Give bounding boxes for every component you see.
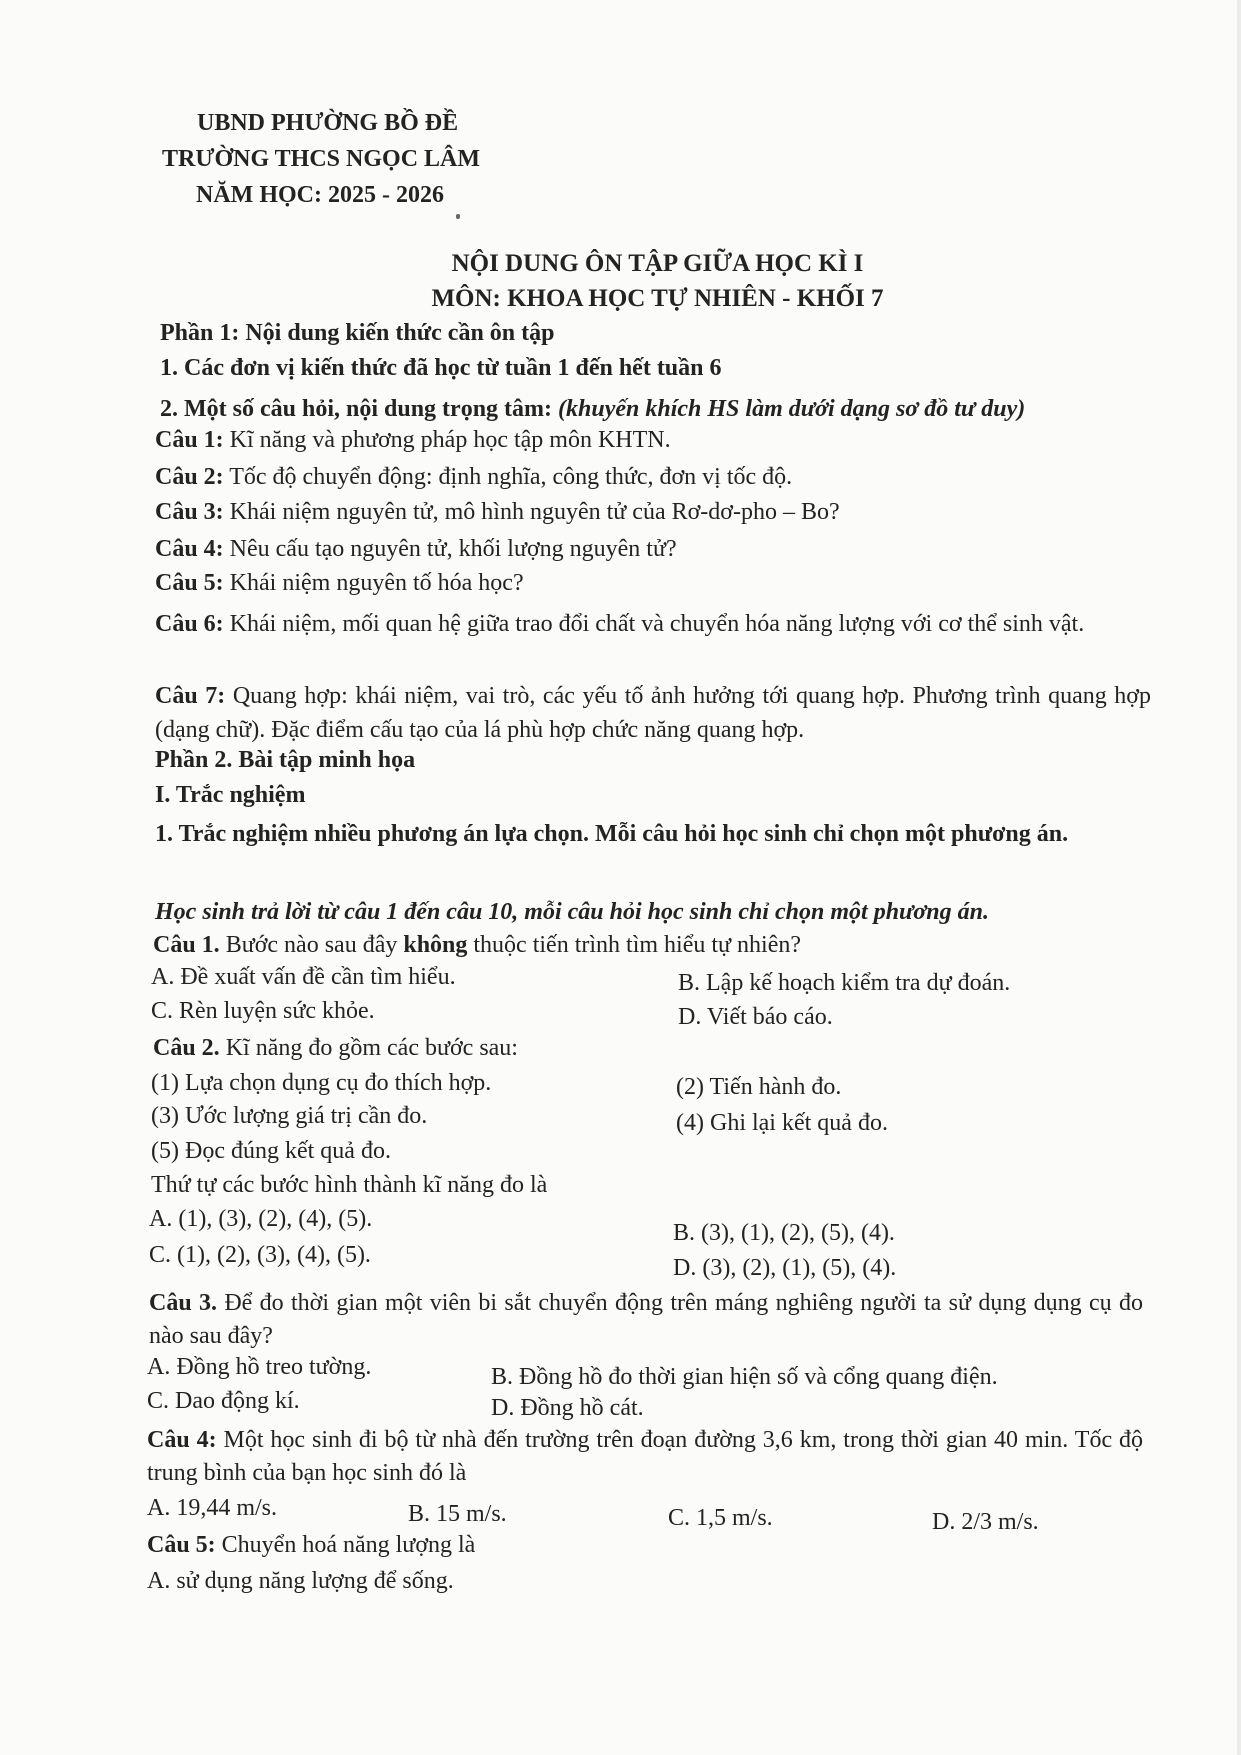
- section-multiple-choice: I. Trắc nghiệm: [155, 782, 306, 808]
- review-question-7: [155, 679, 1151, 747]
- q3-option-c: C. Dao động kí.: [147, 1388, 300, 1414]
- question-text: thuộc tiến trình tìm hiểu tự nhiên?: [467, 932, 801, 958]
- school-year: NĂM HỌC: 2025 - 2026: [196, 182, 444, 208]
- q3-option-b: B. Đồng hồ đo thời gian hiện số và cổng quang điện.: [491, 1364, 998, 1390]
- part1-item2-note: (khuyến khích HS làm dưới dạng sơ đồ tư duy): [558, 396, 1026, 422]
- question-label: Câu 6:: [155, 611, 224, 637]
- q2-option-a: A. (1), (3), (2), (4), (5).: [149, 1206, 373, 1232]
- review-question-1: [155, 425, 671, 455]
- q4-option-c: C. 1,5 m/s.: [668, 1505, 773, 1531]
- q2-step-2: (2) Tiến hành đo.: [676, 1074, 842, 1100]
- question-text: Một học sinh đi bộ từ nhà đến trường trên đoạn đường 3,6 km, trong thời gian 40 min. Tốc độ trung bình của bạn học sinh đó là: [147, 1427, 1144, 1486]
- question-label: Câu 5:: [147, 1532, 216, 1558]
- review-question-2: [155, 462, 792, 492]
- question-label: Câu 3:: [155, 499, 224, 525]
- authority-name: UBND PHƯỜNG BỒ ĐỀ: [197, 110, 459, 136]
- q2-option-b: B. (3), (1), (2), (5), (4).: [673, 1220, 895, 1246]
- review-question-6: [155, 609, 1151, 640]
- part1-item1: 1. Các đơn vị kiến thức đã học từ tuần 1 đến hết tuần 6: [160, 355, 722, 381]
- review-question-4: [155, 534, 677, 564]
- q1-option-a: A. Đề xuất vấn đề cần tìm hiểu.: [151, 964, 456, 990]
- question-text: Khái niệm nguyên tố hóa học?: [223, 570, 524, 596]
- q2-step-5: (5) Đọc đúng kết quả đo.: [151, 1138, 391, 1164]
- question-label: Câu 1:: [155, 427, 224, 453]
- review-question-5: [155, 568, 524, 598]
- q2-step-3: (3) Ước lượng giá trị cần đo.: [151, 1103, 428, 1129]
- question-text: Để đo thời gian một viên bi sắt chuyển động trên máng nghiêng người ta sử dụng dụng cụ đo nào sau đây?: [149, 1290, 1143, 1349]
- document-subtitle: MÔN: KHOA HỌC TỰ NHIÊN - KHỐI 7: [431, 285, 884, 312]
- q1-option-d: D. Viết báo cáo.: [678, 1004, 833, 1030]
- q3-option-a: A. Đồng hồ treo tường.: [147, 1354, 372, 1380]
- question-emphasis: không: [403, 932, 468, 958]
- question-label: Câu 4:: [155, 536, 224, 562]
- school-name: TRƯỜNG THCS NGỌC LÂM: [162, 146, 481, 172]
- question-1: [153, 930, 801, 960]
- question-text: Khái niệm nguyên tử, mô hình nguyên tử của Rơ-dơ-pho – Bo?: [223, 499, 840, 525]
- part1-item2: [160, 394, 1025, 424]
- question-text: Bước nào sau đây: [219, 932, 404, 958]
- review-question-3: [155, 497, 840, 527]
- q5-option-a: A. sử dụng năng lượng để sống.: [147, 1568, 454, 1594]
- q2-step-4: (4) Ghi lại kết quả đo.: [676, 1110, 888, 1136]
- q2-option-d: D. (3), (2), (1), (5), (4).: [673, 1255, 897, 1281]
- question-text: Chuyển hoá năng lượng là: [215, 1532, 476, 1558]
- question-text: Tốc độ chuyển động: định nghĩa, công thức, đơn vị tốc độ.: [223, 464, 793, 490]
- q2-option-c: C. (1), (2), (3), (4), (5).: [149, 1242, 371, 1268]
- question-label: Câu 2:: [155, 464, 224, 490]
- question-label: Câu 7:: [155, 683, 226, 709]
- question-label: Câu 2.: [153, 1035, 220, 1061]
- question-text: Kĩ năng đo gồm các bước sau:: [219, 1035, 518, 1061]
- question-label: Câu 4:: [147, 1427, 217, 1453]
- q1-option-c: C. Rèn luyện sức khỏe.: [151, 998, 375, 1024]
- multiple-choice-instruction: Học sinh trả lời từ câu 1 đến câu 10, mỗi câu hỏi học sinh chỉ chọn một phương án.: [155, 899, 989, 925]
- scan-speck: [456, 214, 460, 219]
- question-3: [149, 1287, 1143, 1353]
- q4-option-b: B. 15 m/s.: [408, 1501, 507, 1527]
- q4-option-a: A. 19,44 m/s.: [147, 1495, 278, 1521]
- question-4: [147, 1424, 1143, 1490]
- q2-prompt: Thứ tự các bước hình thành kĩ năng đo là: [151, 1172, 548, 1198]
- part1-item2-label: 2. Một số câu hỏi, nội dung trọng tâm:: [160, 396, 559, 422]
- multiple-choice-subheading: 1. Trắc nghiệm nhiều phương án lựa chọn. Mỗi câu hỏi học sinh chỉ chọn một phương án.: [155, 821, 1069, 847]
- question-label: Câu 5:: [155, 570, 224, 596]
- question-text: Nêu cấu tạo nguyên tử, khối lượng nguyên tử?: [223, 536, 677, 562]
- question-label: Câu 1.: [153, 932, 220, 958]
- question-text: Kĩ năng và phương pháp học tập môn KHTN.: [223, 427, 671, 453]
- document-title: NỘI DUNG ÔN TẬP GIỮA HỌC KÌ I: [451, 250, 864, 277]
- part1-heading: Phần 1: Nội dung kiến thức cần ôn tập: [160, 320, 555, 346]
- question-text: Quang hợp: khái niệm, vai trò, các yếu tố ảnh hưởng tới quang hợp. Phương trình quang hợp (dạng chữ). Đặc điểm cấu tạo của lá phù hợp chức năng quang hợp.: [155, 683, 1151, 743]
- q1-option-b: B. Lập kế hoạch kiểm tra dự đoán.: [678, 970, 1011, 996]
- q4-option-d: D. 2/3 m/s.: [932, 1509, 1039, 1535]
- question-2: [153, 1033, 518, 1063]
- question-label: Câu 3.: [149, 1290, 218, 1316]
- part2-heading: Phần 2. Bài tập minh họa: [155, 747, 416, 773]
- question-text: Khái niệm, mối quan hệ giữa trao đổi chất và chuyển hóa năng lượng với cơ thể sinh vật.: [223, 611, 1085, 637]
- q2-step-1: (1) Lựa chọn dụng cụ đo thích hợp.: [151, 1070, 492, 1096]
- question-5: [147, 1530, 475, 1560]
- q3-option-d: D. Đồng hồ cát.: [491, 1395, 644, 1421]
